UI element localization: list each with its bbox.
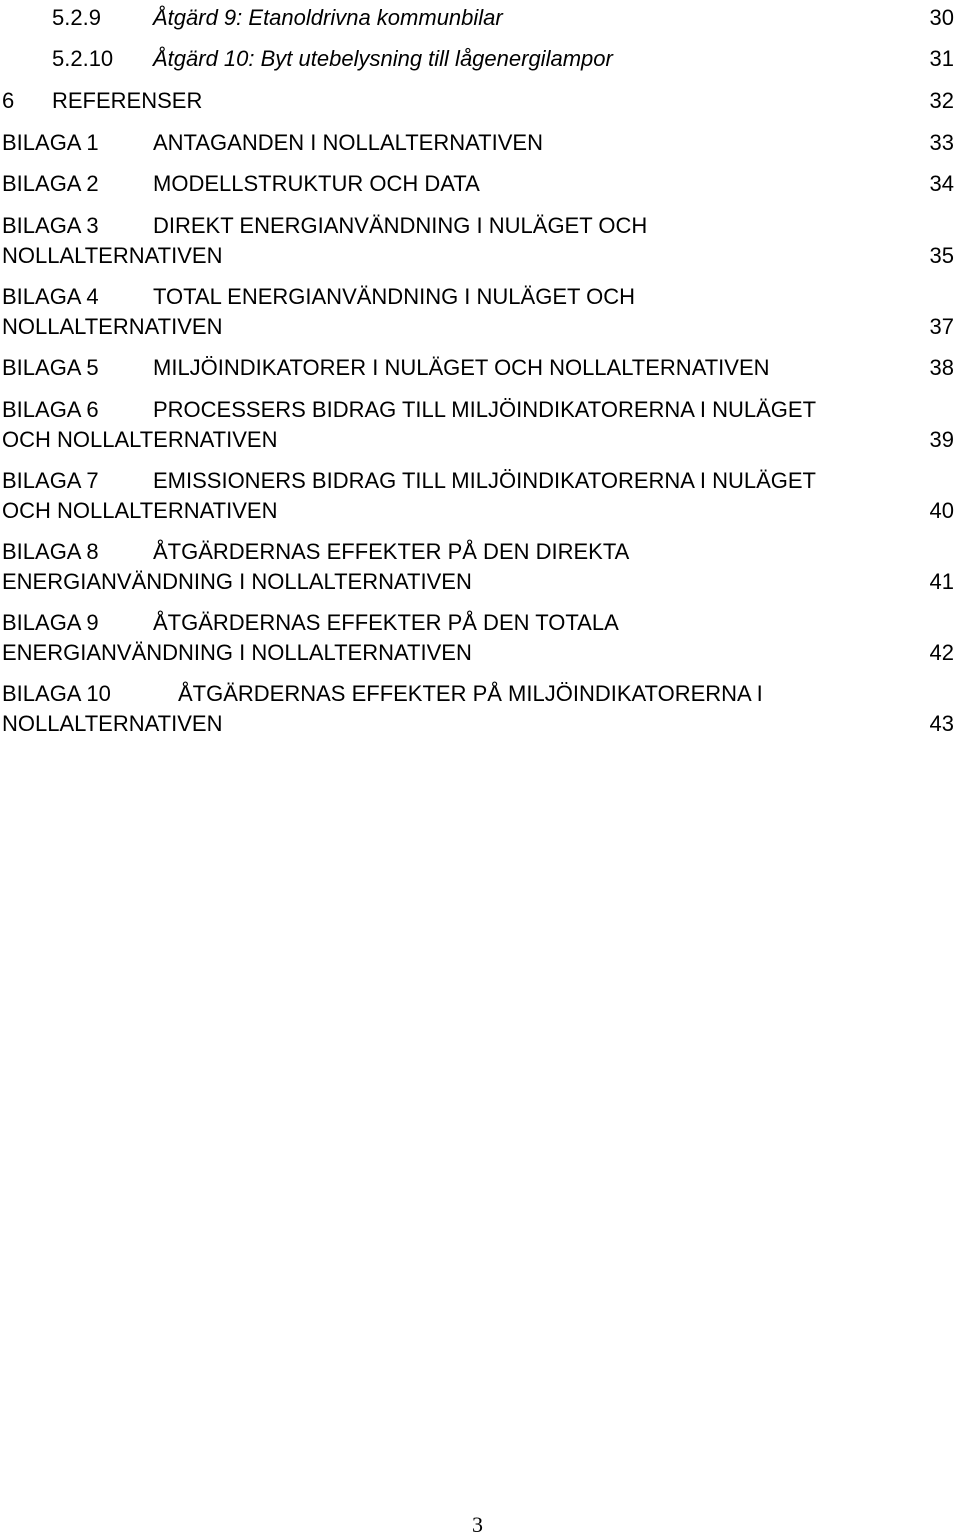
toc-entry-title-continued: ENERGIANVÄNDNING I NOLLALTERNATIVEN [2, 640, 472, 665]
toc-entry-page: 41 [929, 569, 954, 594]
toc-entry-page: 37 [929, 314, 954, 339]
toc-entry-label: BILAGA 4 [2, 284, 99, 309]
toc-entry-label: BILAGA 3 [2, 213, 99, 238]
toc-entry-page: 42 [929, 640, 954, 665]
toc-entry-page: 30 [929, 5, 954, 30]
toc-entry-page: 40 [929, 498, 954, 523]
toc-entry-title: REFERENSER [52, 88, 203, 113]
toc-entry-number: 6 [2, 88, 15, 113]
toc-entry-title: DIREKT ENERGIANVÄNDNING I NULÄGET OCH [153, 213, 648, 238]
toc-entry-label: BILAGA 5 [2, 355, 99, 380]
toc-entry-title: Åtgärd 10: Byt utebelysning till lågenergilampor [153, 46, 613, 71]
toc-entry-label: BILAGA 8 [2, 539, 99, 564]
toc-entry-title: ÅTGÄRDERNAS EFFEKTER PÅ DEN DIREKTA [153, 539, 630, 564]
toc-entry-title: Åtgärd 9: Etanoldrivna kommunbilar [153, 5, 503, 30]
toc-entry-number: 5.2.9 [52, 5, 101, 30]
toc-entry-label: BILAGA 7 [2, 468, 99, 493]
toc-entry-label: BILAGA 6 [2, 397, 99, 422]
toc-entry-title-continued: NOLLALTERNATIVEN [2, 243, 223, 268]
toc-entry-number: 5.2.10 [52, 46, 114, 71]
toc-entry-page: 38 [929, 355, 954, 380]
toc-entry-label: BILAGA 9 [2, 610, 99, 635]
toc-entry-title-continued: OCH NOLLALTERNATIVEN [2, 427, 278, 452]
toc-entry-label: BILAGA 10 [2, 681, 111, 706]
toc-entry-page: 31 [929, 46, 954, 71]
toc-entry-label: BILAGA 2 [2, 171, 99, 196]
toc-entry-page: 33 [929, 130, 954, 155]
toc-entry-page: 34 [929, 171, 954, 196]
toc-entry-title: TOTAL ENERGIANVÄNDNING I NULÄGET OCH [153, 284, 636, 309]
toc-entry-page: 39 [929, 427, 954, 452]
toc-entry-title-continued: ENERGIANVÄNDNING I NOLLALTERNATIVEN [2, 569, 472, 594]
toc-entry-title: MODELLSTRUKTUR OCH DATA [153, 171, 480, 196]
toc-entry-page: 35 [929, 243, 954, 268]
toc-entry-title: EMISSIONERS BIDRAG TILL MILJÖINDIKATORERNA I NULÄGET [153, 468, 816, 493]
toc-entry-title: ÅTGÄRDERNAS EFFEKTER PÅ MILJÖINDIKATORERNA I [178, 681, 763, 706]
toc-entry-title: ANTAGANDEN I NOLLALTERNATIVEN [153, 130, 543, 155]
toc-entry-title: ÅTGÄRDERNAS EFFEKTER PÅ DEN TOTALA [153, 610, 619, 635]
page-number: 3 [472, 1512, 483, 1537]
toc-entry-title: PROCESSERS BIDRAG TILL MILJÖINDIKATORERNA I NULÄGET [153, 397, 817, 422]
toc-entry-title-continued: OCH NOLLALTERNATIVEN [2, 498, 278, 523]
toc-entry-title: MILJÖINDIKATORER I NULÄGET OCH NOLLALTERNATIVEN [153, 355, 770, 380]
toc-entry-label: BILAGA 1 [2, 130, 99, 155]
toc-entry-title-continued: NOLLALTERNATIVEN [2, 314, 223, 339]
toc-entry-page: 32 [929, 88, 954, 113]
toc-entry-page: 43 [929, 711, 954, 736]
toc-entry-title-continued: NOLLALTERNATIVEN [2, 711, 223, 736]
